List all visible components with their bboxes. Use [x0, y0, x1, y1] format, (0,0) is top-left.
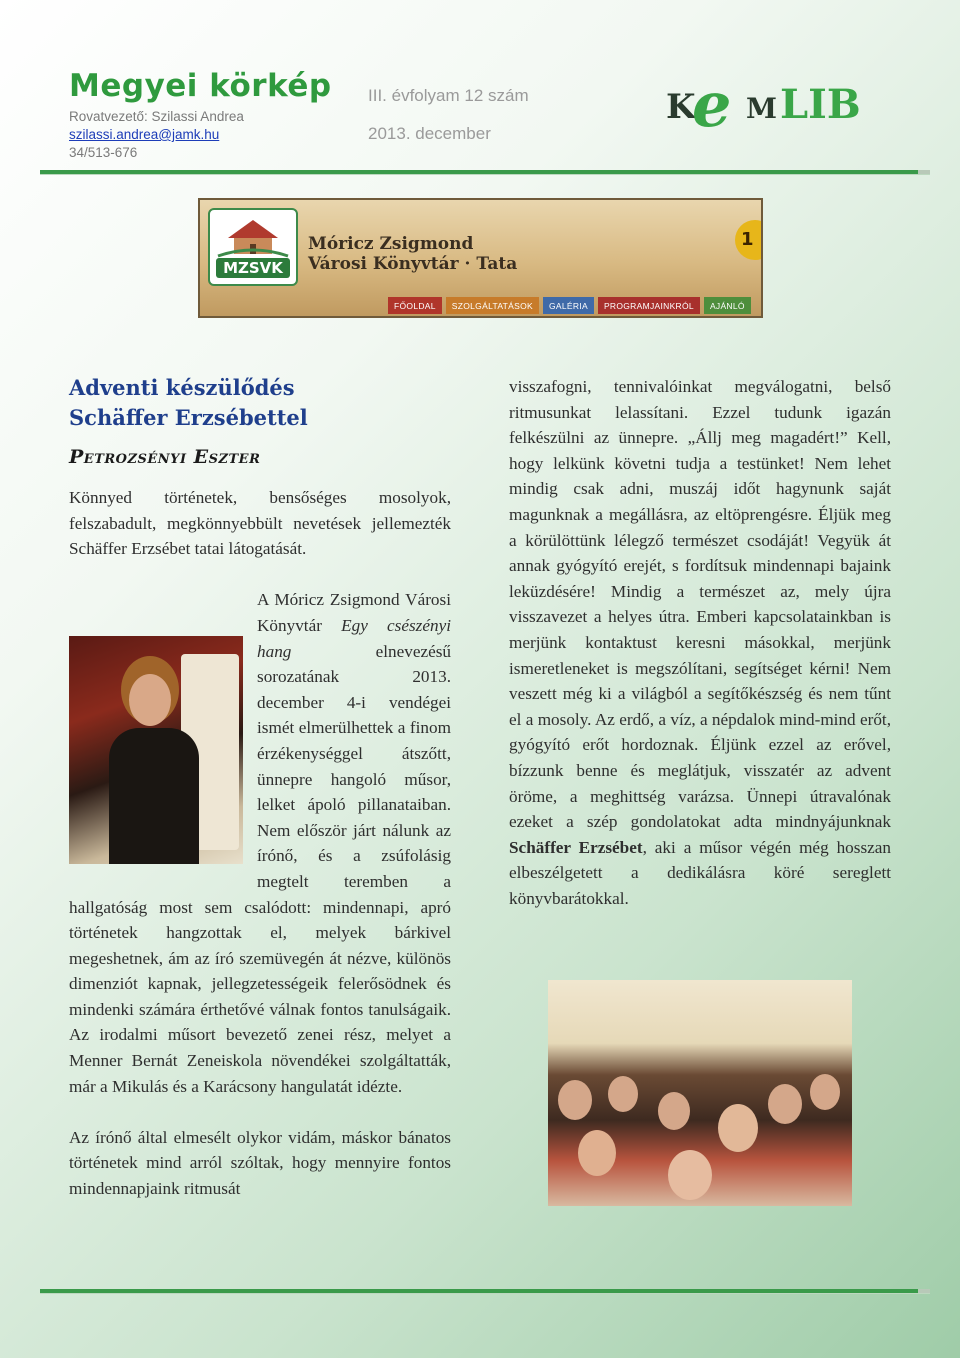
- nav-recommendations[interactable]: AJÁNLÓ: [704, 297, 751, 314]
- kemlib-logo: [666, 68, 884, 134]
- footer-rule: [40, 1289, 930, 1294]
- paragraph-advent: visszafogni, tennivalóinkat megválogatni, belső ritmusunkat lelassítani. Ezzel tudunk igazán felkészülni az ünnepre. „Állj meg magadért!” Kell, hogy lelkünk követni tudja a testünket! Nem lehet mindig csak adni, muszáj időt hagynunk saját magunknak a megállásra, az eltöprengésre. Éljük meg a körülöttünk lélegző természet csodáját! Vegyük át annak gyógyító erejét, s fordítsuk mindennapi bajaink leküzdésére! Mindig a természet az, mely újra visszavezet a helyes útra. Emberi kapcsolatainkban is merjünk kontaktust keresni másokkal, merjünk ismeretleneket is megszólítani, segítséget kérni! Nem veszett még ki a világból a segítőkészség és nem tűnt el a mosoly. Az erdő, a víz, a népdalok mind-mind erőt, gyógyító erőt hordoznak. Éljünk ezzel az erővel, bízzunk benne és meglátjuk, visszatér az advent öröme, a meghittség varázsa. Ünnepi útravalónak ezeket a szép gondolatokat adta mindnyájunknak Schäffer Erzsébet, aki a műsor végén még hosszan elbeszélgetett a dedikálásra köré sereglett könyvbarátokkal.: [509, 377, 891, 908]
- svg-text:K: K: [666, 87, 696, 127]
- article-column-right: [509, 374, 891, 911]
- svg-text:M: M: [746, 92, 777, 125]
- editor-email-link[interactable]: szilassi.andrea@jamk.hu: [69, 127, 220, 142]
- paragraph-intro: Könnyed történetek, bensőséges mosolyok, felszabadult, megkönnyebbült nevetések jellemezték Schäffer Erzsébet tatai látogatását.: [69, 488, 451, 559]
- svg-text:e: e: [692, 68, 732, 134]
- header-rule: [40, 170, 930, 175]
- svg-text:LIB: LIB: [780, 81, 861, 128]
- nav-services[interactable]: SZOLGÁLTATÁSOK: [446, 297, 539, 314]
- article-author: Petrozsényi Eszter: [69, 446, 261, 468]
- article-title: Adventi készülődés Schäffer Erzsébettel: [69, 375, 308, 430]
- issue-volume: III. évfolyam 12 szám: [368, 86, 529, 105]
- castle-icon: [210, 210, 296, 260]
- paragraph-event: A Móricz Zsigmond Városi Könyvtár Egy csészényi hang elnevezésű sorozatának 2013. december 4-i vendégei ismét elmerülhettek a finom érzékenységgel átszőtt, ünnepre hangoló műsor, lelket ápoló pillanataiban. Nem először járt nálunk az írónő, és a zsúfolásig megtelt teremben a hallgatóság most sem csalódott: mindennapi, apró történetek hangzottak el, melyek bárkivel megeshetnek, ám az író szemüvegén át nézve, különös dimenziót kapnak, jellegzetességeik felerősödnek és mindenki számára érthetővé válnak fontos tanulságaik. Az irodalmi műsort bevezető zenei rész, melyet a Menner Bernát Zeneiskola növendékei szolgáltatták, már a Mikulás és a Karácsony hangulatát idézte.: [69, 590, 451, 1096]
- editor-line: Rovatvezető: Szilassi Andrea: [69, 109, 244, 124]
- library-banner-image: [198, 198, 763, 318]
- issue-date: 2013. december: [368, 124, 491, 143]
- nav-home[interactable]: FŐOLDAL: [388, 297, 442, 314]
- nav-programs[interactable]: PROGRAMJAINKRÓL: [598, 297, 700, 314]
- author-photo: [69, 636, 243, 864]
- section-title: Megyei körkép: [69, 68, 332, 104]
- banner-title: Móricz Zsigmond Városi Könyvtár · Tata: [308, 234, 518, 274]
- mzsvk-logo: MZSVK: [208, 208, 298, 286]
- nav-gallery[interactable]: GALÉRIA: [543, 297, 594, 314]
- seal-badge: 1: [735, 220, 763, 260]
- banner-nav: [388, 297, 751, 314]
- paragraph-stories: Az írónő által elmesélt olykor vidám, máskor bánatos történetek mind arról szóltak, hogy mennyire fontos mindennapjaink ritmusát: [69, 1127, 451, 1199]
- editor-phone: 34/513-676: [69, 145, 138, 160]
- audience-photo: [548, 980, 852, 1206]
